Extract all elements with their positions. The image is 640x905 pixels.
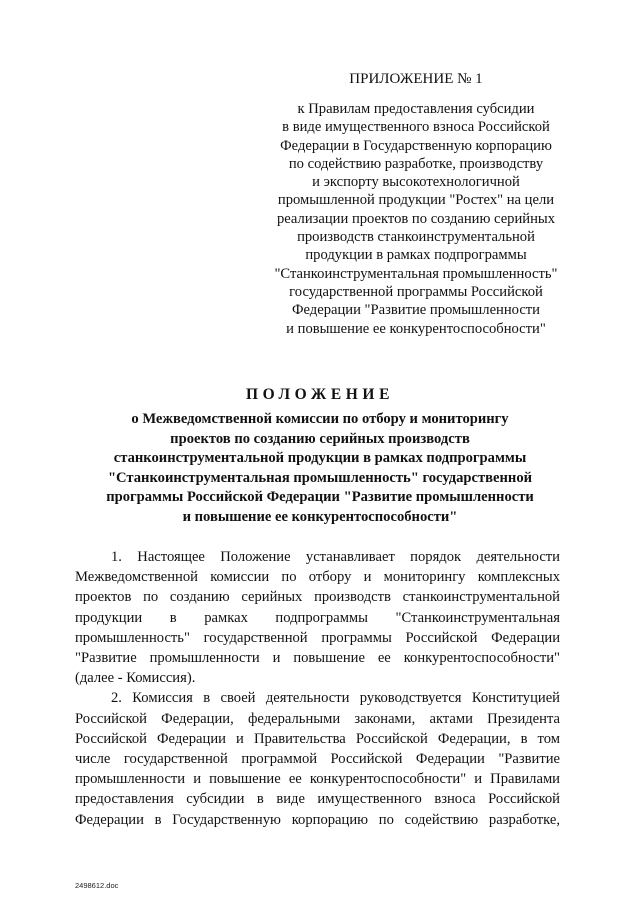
subtitle-line: и повышение ее конкурентоспособности" — [182, 508, 458, 525]
paragraph-line: 1. Настоящее Положение устанавливает порядок деятельности — [111, 549, 560, 565]
annex-line: "Станкоинструментальная промышленность" — [274, 265, 558, 282]
subtitle-line: станкоинструментальной продукции в рамках подпрограммы — [113, 450, 527, 466]
paragraph-line: продукции в рамках подпрограммы "Станкоинструментальная — [75, 609, 560, 626]
paragraph-line: проектов по созданию серийных производств станкоинструментальной — [75, 589, 560, 606]
paragraph-line: Межведомственной комиссии по отбору и мониторингу комплексных — [75, 569, 560, 586]
subtitle-line: "Станкоинструментальная промышленность" государственной — [107, 469, 533, 486]
annex-line: промышленной продукции "Ростех" на цели — [277, 192, 555, 209]
paragraph-line: промышленность" государственной программы Российской Федерации — [75, 629, 560, 646]
paragraph-line: предоставления субсидии в виде имущественного взноса Российской — [75, 791, 560, 808]
paragraph-line: числе государственной программой Российской Федерации "Развитие — [75, 751, 560, 768]
paragraph-line: Федерации в Государственную корпорацию по содействию разработке, — [75, 811, 560, 828]
annex-line: и повышение ее конкурентоспособности" — [286, 320, 546, 337]
paragraph-2 — [75, 688, 560, 829]
paragraph-line: "Развитие промышленности и повышение ее конкурентоспособности" — [75, 650, 560, 667]
annex-line: к Правилам предоставления субсидии — [297, 101, 535, 117]
paragraph-line: Российской Федерации и Правительства Российской Федерации, в том — [75, 730, 560, 747]
annex-line: реализации проектов по созданию серийных — [276, 210, 555, 227]
annex-line: производств станкоинструментальной — [297, 229, 535, 246]
annex-line: и экспорту высокотехнологичной — [312, 174, 520, 191]
annex-header — [258, 70, 574, 338]
annex-line: в виде имущественного взноса Российской — [282, 119, 550, 136]
document-body — [75, 547, 560, 830]
annex-line: по содействию разработке, производству — [288, 155, 544, 172]
paragraph-line: Российской Федерации, федеральными законами, актами Президента — [75, 710, 560, 727]
annex-line: Федерации в Государственную корпорацию — [280, 137, 552, 154]
annex-line: Федерации "Развитие промышленности — [291, 302, 540, 319]
document-title: ПОЛОЖЕНИЕ — [245, 386, 395, 403]
paragraph-1 — [75, 547, 560, 688]
document-subtitle — [60, 410, 580, 527]
paragraph-line: (далее - Комиссия). — [75, 670, 196, 687]
paragraph-line: 2. Комиссия в своей деятельности руководствуется Конституцией — [111, 690, 560, 707]
paragraph-line: промышленности и повышение ее конкурентоспособности" и Правилами — [75, 771, 560, 788]
footer-file-name: 2498612.doc — [75, 881, 119, 890]
annex-title: ПРИЛОЖЕНИЕ № 1 — [349, 71, 483, 87]
subtitle-line: о Межведомственной комиссии по отбору и мониторингу — [131, 411, 509, 427]
subtitle-line: программы Российской Федерации "Развитие промышленности — [106, 489, 534, 505]
annex-line: продукции в рамках подпрограммы — [305, 247, 527, 264]
annex-line: государственной программы Российской — [289, 283, 543, 300]
subtitle-line: проектов по созданию серийных производств — [170, 430, 470, 447]
